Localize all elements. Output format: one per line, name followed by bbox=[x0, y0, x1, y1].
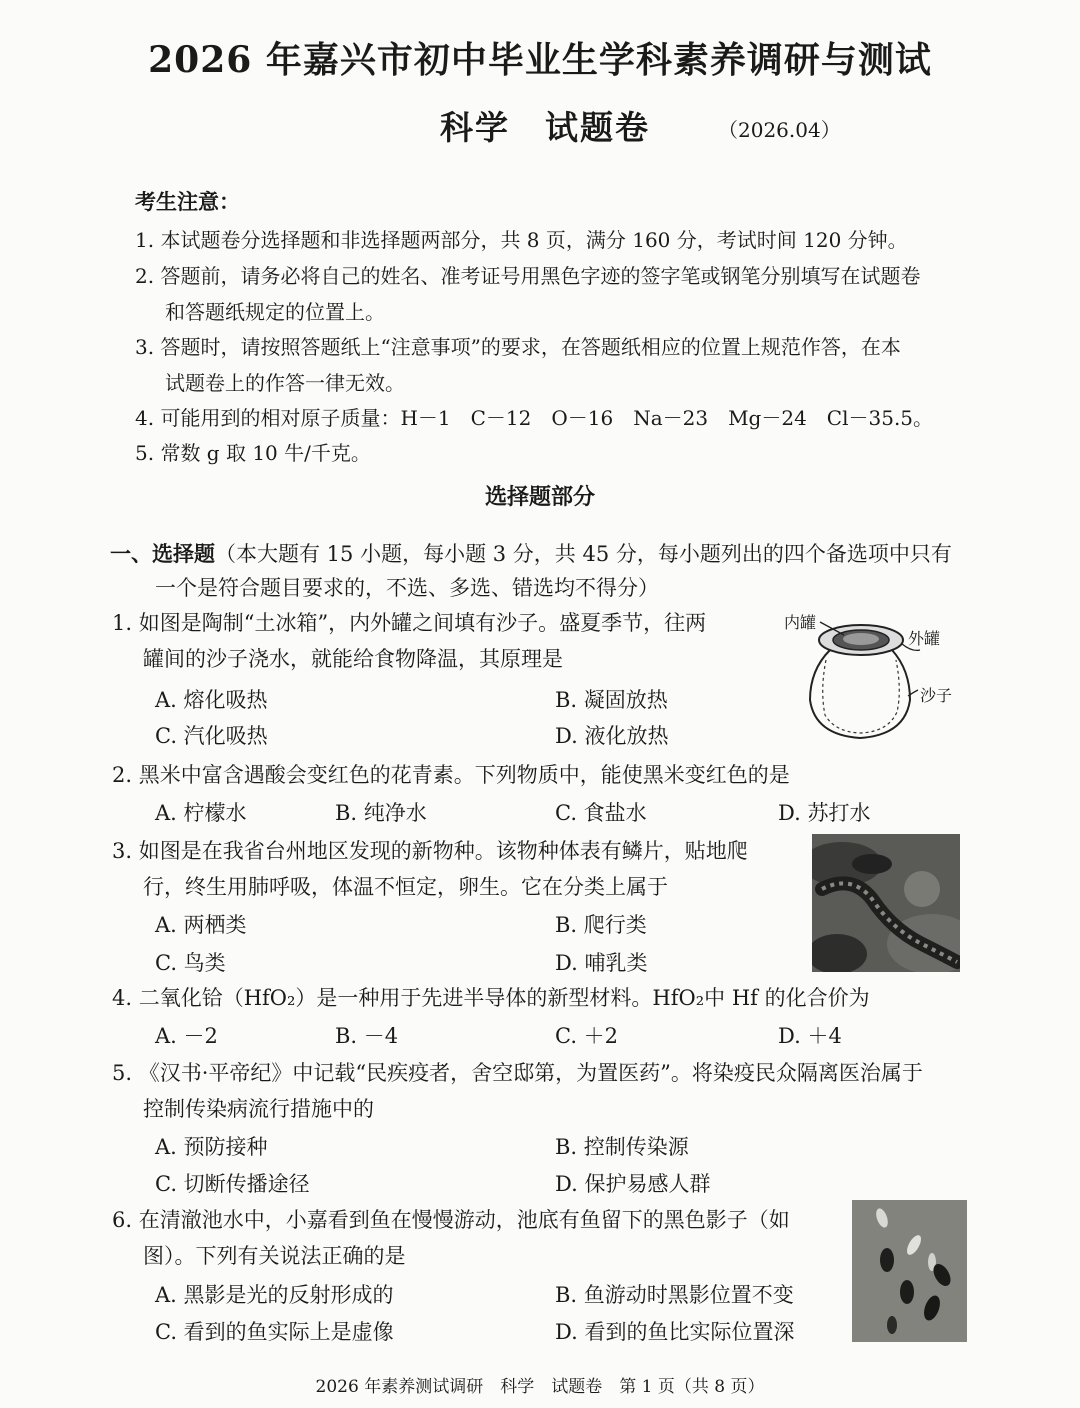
q2-stem: 2. 黑米中富含遇酸会变红色的花青素。下列物质中，能使黑米变红色的是 bbox=[112, 763, 790, 787]
q2-option-b: B. 纯净水 bbox=[335, 801, 427, 825]
q3-option-c: C. 鸟类 bbox=[155, 951, 226, 975]
notice-item-5: 5. 常数 g 取 10 牛/千克。 bbox=[135, 441, 371, 465]
exam-date: （2026.04） bbox=[718, 118, 841, 142]
q1-stem-line1: 1. 如图是陶制“土冰箱”，内外罐之间填有沙子。盛夏季节，往两 bbox=[112, 611, 707, 635]
q5-option-a: A. 预防接种 bbox=[155, 1135, 268, 1159]
part-heading-bold: 一、选择题 bbox=[110, 541, 215, 566]
notice-item-3-cont: 试题卷上的作答一律无效。 bbox=[165, 371, 405, 395]
page-title: 2026 年嘉兴市初中毕业生学科素养调研与测试 bbox=[148, 39, 932, 81]
q5-option-b: B. 控制传染源 bbox=[555, 1135, 689, 1159]
notice-item-2: 2. 答题前，请务必将自己的姓名、准考证号用黑色字迹的签字笔或钢笔分别填写在试题卷 bbox=[135, 264, 921, 288]
part-heading-rest: （本大题有 15 小题，每小题 3 分，共 45 分，每小题列出的四个备选项中只有 bbox=[215, 542, 952, 566]
q3-option-d: D. 哺乳类 bbox=[555, 951, 648, 975]
q5-option-d: D. 保护易感人群 bbox=[555, 1172, 711, 1196]
q6-option-a: A. 黑影是光的反射形成的 bbox=[155, 1283, 394, 1307]
q5-stem-line1: 5. 《汉书·平帝纪》中记载“民疾疫者，舍空邸第，为置医药”。将染疫民众隔离医治属于 bbox=[112, 1061, 923, 1085]
q2-option-a: A. 柠檬水 bbox=[155, 801, 247, 825]
part-heading bbox=[110, 538, 952, 568]
q4-stem: 4. 二氧化铪（HfO₂）是一种用于先进半导体的新型材料。HfO₂中 Hf 的化合价为 bbox=[112, 986, 870, 1010]
q2-option-c: C. 食盐水 bbox=[555, 801, 647, 825]
q4-option-d: D. ＋4 bbox=[778, 1024, 842, 1048]
fig-label-inner-jar: 内罐 bbox=[784, 613, 817, 632]
q4-option-c: C. ＋2 bbox=[555, 1024, 619, 1048]
page-footer: 2026 年素养测试调研 科学 试题卷 第 1 页（共 8 页） bbox=[315, 1377, 765, 1397]
notice-heading: 考生注意： bbox=[135, 189, 240, 214]
q1-option-c: C. 汽化吸热 bbox=[155, 724, 268, 748]
q6-option-d: D. 看到的鱼比实际位置深 bbox=[555, 1320, 795, 1344]
q4-option-a: A. －2 bbox=[155, 1024, 218, 1048]
q1-stem-line2: 罐间的沙子浇水，就能给食物降温，其原理是 bbox=[143, 647, 563, 671]
q2-option-d: D. 苏打水 bbox=[778, 801, 871, 825]
part-heading-line2: 一个是符合题目要求的，不选、多选、错选均不得分） bbox=[155, 576, 659, 600]
section-title: 选择题部分 bbox=[484, 484, 595, 510]
notice-item-2-cont: 和答题纸规定的位置上。 bbox=[165, 300, 385, 324]
q6-option-c: C. 看到的鱼实际上是虚像 bbox=[155, 1320, 394, 1344]
fish-shadow-photo bbox=[852, 1200, 967, 1342]
fig-label-outer-jar: 外罐 bbox=[908, 629, 941, 648]
q4-option-b: B. －4 bbox=[335, 1024, 399, 1048]
notice-item-3: 3. 答题时，请按照答题纸上“注意事项”的要求，在答题纸相应的位置上规范作答，在本 bbox=[135, 335, 901, 359]
q6-stem-line2: 图）。下列有关说法正确的是 bbox=[143, 1244, 406, 1268]
q3-option-a: A. 两栖类 bbox=[155, 913, 247, 937]
q5-option-c: C. 切断传播途径 bbox=[155, 1172, 310, 1196]
notice-item-1: 1. 本试题卷分选择题和非选择题两部分，共 8 页，满分 160 分，考试时间 120 分钟。 bbox=[135, 228, 908, 252]
q3-stem-line2: 行，终生用肺呼吸，体温不恒定，卵生。它在分类上属于 bbox=[143, 875, 668, 899]
q3-stem-line1: 3. 如图是在我省台州地区发现的新物种。该物种体表有鳞片，贴地爬 bbox=[112, 839, 748, 863]
notice-item-4: 4. 可能用到的相对原子质量：H－1 C－12 O－16 Na－23 Mg－24 Cl－35.5。 bbox=[135, 406, 934, 430]
paper-subtitle: 科学 试题卷 bbox=[440, 108, 650, 147]
fig-label-sand: 沙子 bbox=[920, 686, 953, 705]
q6-option-b: B. 鱼游动时黑影位置不变 bbox=[555, 1283, 794, 1307]
q1-option-d: D. 液化放热 bbox=[555, 724, 669, 748]
q6-stem-line1: 6. 在清澈池水中，小嘉看到鱼在慢慢游动，池底有鱼留下的黑色影子（如 bbox=[112, 1208, 790, 1232]
reptile-photo bbox=[812, 834, 960, 972]
q1-option-a: A. 熔化吸热 bbox=[155, 688, 268, 712]
q1-option-b: B. 凝固放热 bbox=[555, 688, 668, 712]
q3-option-b: B. 爬行类 bbox=[555, 913, 647, 937]
q5-stem-line2: 控制传染病流行措施中的 bbox=[143, 1097, 374, 1121]
